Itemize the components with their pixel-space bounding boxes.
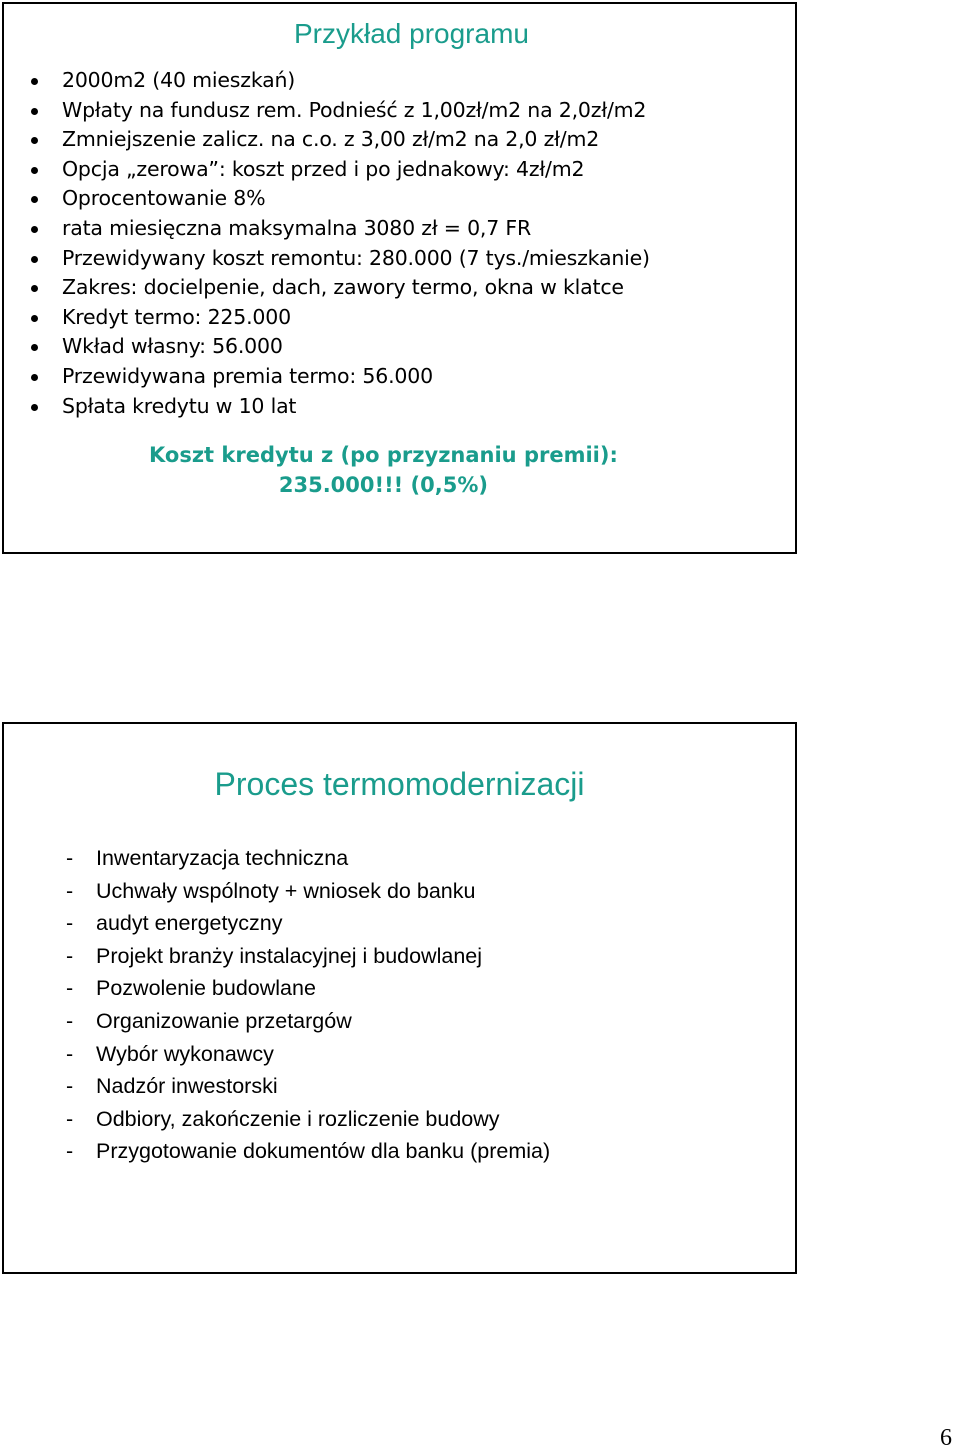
dash-marker: -	[66, 1041, 74, 1066]
dash-marker: -	[66, 1074, 74, 1099]
list-item: Zakres: docielpenie, dach, zawory termo, okna w klatce	[28, 273, 650, 303]
page-number: 6	[940, 1425, 952, 1451]
list-item: - Wybór wykonawcy	[66, 1038, 550, 1071]
bullet-icon	[31, 404, 38, 411]
dash-marker: -	[66, 878, 74, 903]
dash-marker: -	[66, 911, 74, 936]
list-item: 2000m2 (40 mieszkań)	[28, 66, 650, 96]
bullet-icon	[31, 374, 38, 381]
slide-title: Proces termomodernizacji	[214, 766, 585, 802]
list-item: Wkład własny: 56.000	[28, 332, 650, 362]
list-item: - Inwentaryzacja techniczna	[66, 842, 550, 875]
list-item: - Organizowanie przetargów	[66, 1005, 550, 1038]
list-item: rata miesięczna maksymalna 3080 zł = 0,7 FR	[28, 214, 650, 244]
list-item: - Projekt branży instalacyjnej i budowlanej	[66, 940, 550, 973]
bullet-icon	[31, 315, 38, 322]
list-item: Oprocentowanie 8%	[28, 184, 650, 214]
list-item: Przewidywana premia termo: 56.000	[28, 362, 650, 392]
dash-marker: -	[66, 943, 74, 968]
bullet-icon	[31, 285, 38, 292]
bullet-icon	[31, 256, 38, 263]
credit-cost-summary	[149, 440, 618, 500]
list-item: - Przygotowanie dokumentów dla banku (premia)	[66, 1135, 550, 1168]
list-item: - Uchwały wspólnoty + wniosek do banku	[66, 875, 550, 908]
dash-list	[66, 842, 550, 1168]
list-item: Przewidywany koszt remontu: 280.000 (7 tys./mieszkanie)	[28, 244, 650, 274]
summary-line: Koszt kredytu z (po przyznaniu premii):	[149, 443, 618, 467]
list-item: Zmniejszenie zalicz. na c.o. z 3,00 zł/m2 na 2,0 zł/m2	[28, 125, 650, 155]
bullet-icon	[31, 226, 38, 233]
list-item: Wpłaty na fundusz rem. Podnieść z 1,00zł/m2 na 2,0zł/m2	[28, 96, 650, 126]
dash-marker: -	[66, 1139, 74, 1164]
bullet-icon	[31, 167, 38, 174]
dash-marker: -	[66, 1008, 74, 1033]
dash-marker: -	[66, 976, 74, 1001]
dash-marker: -	[66, 846, 74, 870]
bullet-icon	[31, 137, 38, 144]
dash-marker: -	[66, 1106, 74, 1131]
bullet-icon	[31, 78, 38, 85]
list-item: Spłata kredytu w 10 lat	[28, 392, 650, 422]
bullet-icon	[31, 196, 38, 203]
bullet-icon	[31, 344, 38, 351]
slide-modernization-process	[2, 722, 797, 1274]
summary-line: 235.000!!! (0,5%)	[278, 473, 488, 497]
slide-title: Przykład programu	[294, 18, 529, 49]
slide-program-example	[2, 2, 797, 554]
list-item: - Pozwolenie budowlane	[66, 972, 550, 1005]
list-item: - Odbiory, zakończenie i rozliczenie budowy	[66, 1103, 550, 1136]
bullet-list	[28, 66, 650, 421]
list-item: - Nadzór inwestorski	[66, 1070, 550, 1103]
list-item: Kredyt termo: 225.000	[28, 303, 650, 333]
list-item: - audyt energetyczny	[66, 907, 550, 940]
list-item: Opcja „zerowa”: koszt przed i po jednakowy: 4zł/m2	[28, 155, 650, 185]
bullet-icon	[31, 108, 38, 115]
